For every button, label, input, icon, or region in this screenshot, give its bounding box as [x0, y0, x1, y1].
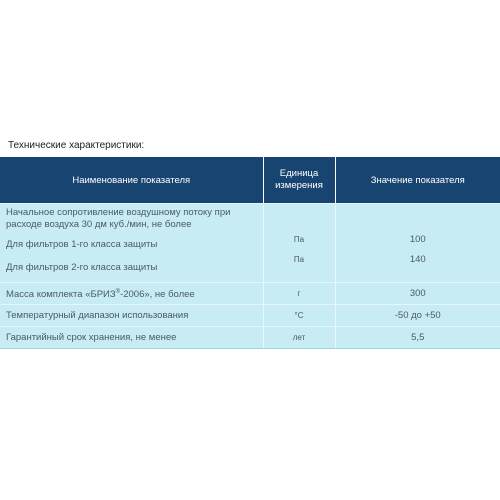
- temperature-unit: °С: [263, 305, 335, 327]
- header-unit-line1: Единица: [279, 168, 319, 179]
- header-unit-line2: измерения: [275, 180, 323, 191]
- mass-name-before: Масса комплекта «БРИЗ: [6, 289, 116, 301]
- storage-value: 5,5: [335, 327, 500, 349]
- class1-name: Для фильтров 1-го класса защиты: [6, 239, 158, 250]
- table-caption: Технические характеристики:: [8, 140, 145, 151]
- mass-name-after: -2006», не более: [120, 289, 195, 301]
- header-unit: [263, 157, 335, 204]
- mass-value: 300: [335, 283, 500, 305]
- table-header-row: [0, 157, 500, 204]
- class2-value: 140: [409, 254, 426, 265]
- resistance-name: Начальное сопротивление воздушному потоку при расходе воздуха 30 дм куб./мин, не более: [6, 207, 231, 230]
- storage-unit: лет: [263, 327, 335, 349]
- class1-value: 100: [409, 234, 426, 245]
- storage-name: Гарантийный срок хранения, не менее: [0, 327, 263, 349]
- table-row-mass: [0, 283, 500, 305]
- table-row-temperature: [0, 305, 500, 327]
- resistance-unit-cell: [263, 204, 335, 283]
- temperature-name: Температурный диапазон использования: [0, 305, 263, 327]
- registered-mark: ®: [115, 288, 121, 295]
- resistance-name-cell: [0, 204, 263, 283]
- table-row-storage: [0, 327, 500, 349]
- temperature-value: -50 до +50: [335, 305, 500, 327]
- header-value: Значение показателя: [335, 157, 500, 204]
- class2-unit: Па: [293, 255, 305, 264]
- specs-table: [0, 157, 500, 349]
- header-name: Наименование показателя: [0, 157, 263, 204]
- class2-name: Для фильтров 2-го класса защиты: [6, 262, 158, 273]
- mass-name: [0, 283, 263, 305]
- mass-unit: г: [263, 283, 335, 305]
- table-row-resistance: [0, 204, 500, 283]
- resistance-value-cell: [335, 204, 500, 283]
- class1-unit: Па: [293, 235, 305, 244]
